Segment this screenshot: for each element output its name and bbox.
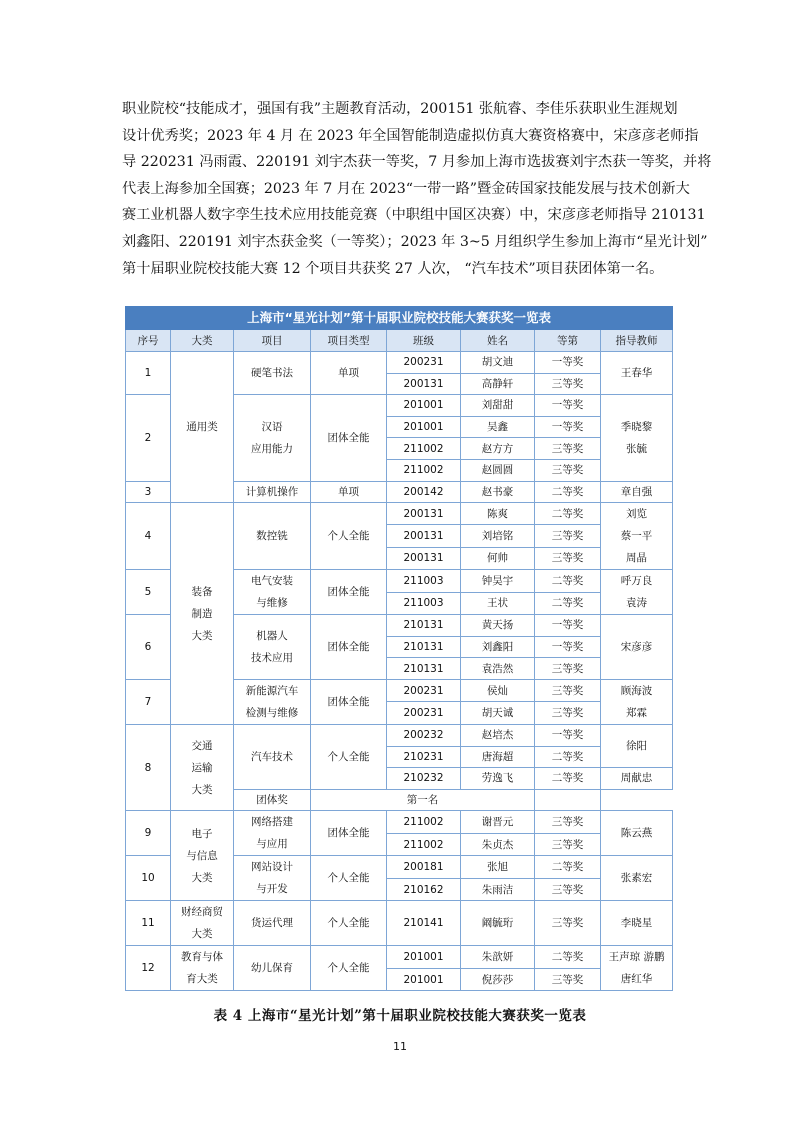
project-cell <box>234 615 311 680</box>
table-row <box>126 946 673 969</box>
col-header: 序号 <box>126 330 171 352</box>
class-cell: 201001 <box>387 395 461 417</box>
project-cell <box>234 570 311 615</box>
name-cell: 张旭 <box>461 856 535 879</box>
class-cell: 211002 <box>387 811 461 834</box>
project-cell: 计算机操作 <box>234 481 311 503</box>
awards-table <box>125 306 673 991</box>
teacher-cell: 王春华 <box>601 352 673 395</box>
category-line: 大类 <box>191 783 213 796</box>
grade-cell: 三等奖 <box>535 811 601 834</box>
category-cell: 通用类 <box>171 352 234 503</box>
teacher-line: 王声琼 游鹏 <box>608 951 665 964</box>
project-cell: 货运代理 <box>234 901 311 946</box>
teacher-cell <box>601 946 673 991</box>
type-cell: 团体全能 <box>311 811 387 856</box>
teacher-line: 顾海波 <box>620 684 653 697</box>
class-cell: 210162 <box>387 878 461 901</box>
row-number: 12 <box>126 946 171 991</box>
category-line: 大类 <box>191 871 213 884</box>
project-line: 与开发 <box>256 883 288 896</box>
grade-cell: 二等奖 <box>535 481 601 503</box>
category-line: 电子 <box>191 827 213 840</box>
project-line: 与维修 <box>256 597 288 610</box>
grade-cell: 二等奖 <box>535 946 601 969</box>
grade-cell: 一等奖 <box>535 395 601 417</box>
grade-cell: 二等奖 <box>535 746 601 768</box>
type-cell: 个人全能 <box>311 724 387 789</box>
table-row <box>126 811 673 834</box>
row-number: 5 <box>126 570 171 615</box>
type-cell: 个人全能 <box>311 856 387 901</box>
project-cell <box>234 679 311 724</box>
name-cell: 袁浩然 <box>461 658 535 680</box>
team-result-cell: 第一名 <box>311 789 535 811</box>
teacher-line: 郑霖 <box>626 706 648 719</box>
class-cell: 211003 <box>387 570 461 593</box>
grade-cell: 二等奖 <box>535 570 601 593</box>
teacher-cell: 章自强 <box>601 481 673 503</box>
name-cell: 胡天诚 <box>461 702 535 725</box>
row-number: 4 <box>126 503 171 570</box>
project-cell <box>234 395 311 481</box>
class-cell: 200231 <box>387 702 461 725</box>
project-line: 机器人 <box>256 630 288 643</box>
name-cell: 朱贞杰 <box>461 833 535 856</box>
col-header: 姓名 <box>461 330 535 352</box>
type-cell: 团体全能 <box>311 679 387 724</box>
grade-cell: 一等奖 <box>535 352 601 374</box>
table-row <box>126 352 673 374</box>
grade-cell: 三等奖 <box>535 438 601 460</box>
class-cell: 210141 <box>387 901 461 946</box>
class-cell: 200131 <box>387 525 461 547</box>
name-cell: 唐海超 <box>461 746 535 768</box>
type-cell: 团体奖 <box>234 789 311 811</box>
table-caption: 表 4 上海市“星光计划”第十届职业院校技能大赛获奖一览表 <box>213 1008 587 1024</box>
category-line: 大类 <box>191 629 213 642</box>
name-cell: 钟昊宇 <box>461 570 535 593</box>
name-cell: 赵方方 <box>461 438 535 460</box>
grade-cell: 二等奖 <box>535 503 601 525</box>
class-cell: 200181 <box>387 856 461 879</box>
category-line: 运输 <box>191 761 213 774</box>
class-cell: 200231 <box>387 352 461 374</box>
class-cell: 211003 <box>387 592 461 615</box>
project-line: 技术应用 <box>251 652 293 665</box>
teacher-line: 刘览 <box>626 508 648 521</box>
teacher-cell <box>601 679 673 724</box>
category-cell <box>171 724 234 810</box>
paragraph-line: 设计优秀奖；2023 年 4 月 在 2023 年全国智能制造虚拟仿真大赛资格赛中，宋彦彦老师指 <box>122 127 699 144</box>
project-cell: 硬笔书法 <box>234 352 311 395</box>
teacher-line: 唐红华 <box>620 973 653 986</box>
grade-cell: 二等奖 <box>535 768 601 790</box>
class-cell: 211002 <box>387 438 461 460</box>
class-cell: 201001 <box>387 946 461 969</box>
grade-cell: 三等奖 <box>535 901 601 946</box>
class-cell: 211002 <box>387 459 461 481</box>
teacher-cell: 宋彦彦 <box>601 615 673 680</box>
name-cell: 谢晋元 <box>461 811 535 834</box>
teacher-line: 蔡一平 <box>620 530 653 543</box>
name-cell: 高静轩 <box>461 373 535 395</box>
class-cell: 201001 <box>387 968 461 991</box>
project-line: 检测与维修 <box>245 706 299 719</box>
type-cell: 单项 <box>311 352 387 395</box>
name-cell: 倪莎莎 <box>461 968 535 991</box>
table-row <box>126 901 673 946</box>
col-header: 项目 <box>234 330 311 352</box>
name-cell: 劳逸飞 <box>461 768 535 790</box>
grade-cell: 一等奖 <box>535 416 601 438</box>
paragraph-line: 赛工业机器人数字孪生技术应用技能竞赛（中职组中国区决赛）中，宋彦彦老师指导 210131 <box>122 207 706 224</box>
grade-cell: 三等奖 <box>535 878 601 901</box>
grade-cell: 一等奖 <box>535 724 601 746</box>
name-cell: 朱雨洁 <box>461 878 535 901</box>
class-cell: 211002 <box>387 833 461 856</box>
teacher-cell: 李晓星 <box>601 901 673 946</box>
row-number: 2 <box>126 395 171 481</box>
teacher-line: 呼万良 <box>620 575 653 588</box>
paragraph-line: 导 220231 冯雨霞、220191 刘宇杰获一等奖，7 月参加上海市选拔赛刘宇杰获一等奖，并将 <box>122 154 712 171</box>
project-cell: 汽车技术 <box>234 724 311 789</box>
category-line: 大类 <box>191 928 213 941</box>
type-cell: 个人全能 <box>311 503 387 570</box>
grade-cell: 三等奖 <box>535 702 601 725</box>
grade-cell: 一等奖 <box>535 636 601 658</box>
table-title-row <box>126 307 673 330</box>
class-cell: 200131 <box>387 547 461 569</box>
name-cell: 何帅 <box>461 547 535 569</box>
name-cell: 王状 <box>461 592 535 615</box>
type-cell: 团体全能 <box>311 395 387 481</box>
table-title: 上海市“星光计划”第十届职业院校技能大赛获奖一览表 <box>126 307 673 330</box>
name-cell: 赵圆圆 <box>461 459 535 481</box>
row-number: 10 <box>126 856 171 901</box>
page-number: 11 <box>393 1040 407 1053</box>
category-cell <box>171 811 234 901</box>
class-cell: 200232 <box>387 724 461 746</box>
category-line: 制造 <box>191 607 213 620</box>
col-header: 大类 <box>171 330 234 352</box>
class-cell: 210131 <box>387 615 461 637</box>
category-line: 教育与体 <box>181 951 223 964</box>
class-cell: 200131 <box>387 503 461 525</box>
teacher-cell <box>601 570 673 615</box>
name-cell: 刘培铭 <box>461 525 535 547</box>
grade-cell: 三等奖 <box>535 833 601 856</box>
grade-cell: 三等奖 <box>535 968 601 991</box>
row-number: 9 <box>126 811 171 856</box>
category-cell <box>171 946 234 991</box>
name-cell: 黄天扬 <box>461 615 535 637</box>
category-cell <box>171 901 234 946</box>
project-cell <box>234 811 311 856</box>
project-line: 新能源汽车 <box>245 684 299 697</box>
grade-cell: 三等奖 <box>535 459 601 481</box>
teacher-line: 袁涛 <box>626 597 648 610</box>
teacher-cell <box>601 503 673 570</box>
class-cell: 210131 <box>387 636 461 658</box>
grade-cell: 一等奖 <box>535 615 601 637</box>
body-paragraph <box>122 96 712 282</box>
name-cell: 胡文迪 <box>461 352 535 374</box>
teacher-line: 张毓 <box>626 442 648 455</box>
class-cell: 200142 <box>387 481 461 503</box>
category-line: 交通 <box>191 739 213 752</box>
col-header: 等第 <box>535 330 601 352</box>
table-row <box>126 724 673 746</box>
grade-cell: 二等奖 <box>535 592 601 615</box>
grade-cell: 三等奖 <box>535 525 601 547</box>
row-number: 11 <box>126 901 171 946</box>
project-line: 与应用 <box>256 838 288 851</box>
grade-cell: 三等奖 <box>535 547 601 569</box>
name-cell: 赵书豪 <box>461 481 535 503</box>
name-cell: 陈爽 <box>461 503 535 525</box>
paragraph-line: 代表上海参加全国赛；2023 年 7 月在 2023“一带一路”暨金砖国家技能发展与技术创新大 <box>122 180 690 197</box>
row-number: 6 <box>126 615 171 680</box>
class-cell: 210231 <box>387 746 461 768</box>
row-number: 7 <box>126 679 171 724</box>
project-line: 网站设计 <box>251 861 293 874</box>
teacher-cell: 陈云燕 <box>601 811 673 856</box>
teacher-line: 周晶 <box>626 552 648 565</box>
grade-cell: 三等奖 <box>535 679 601 702</box>
category-cell <box>171 503 234 725</box>
teacher-cell <box>535 789 601 811</box>
col-header: 项目类型 <box>311 330 387 352</box>
name-cell: 刘鑫阳 <box>461 636 535 658</box>
project-cell: 幼儿保育 <box>234 946 311 991</box>
project-line: 网络搭建 <box>251 816 293 829</box>
class-cell: 210232 <box>387 768 461 790</box>
type-cell: 团体全能 <box>311 615 387 680</box>
name-cell: 赵培杰 <box>461 724 535 746</box>
project-cell <box>234 856 311 901</box>
col-header: 指导教师 <box>601 330 673 352</box>
class-cell: 200231 <box>387 679 461 702</box>
grade-cell: 三等奖 <box>535 658 601 680</box>
name-cell: 吴鑫 <box>461 416 535 438</box>
row-number: 8 <box>126 724 171 810</box>
paragraph-line: 职业院校“技能成才，强国有我”主题教育活动，200151 张航睿、李佳乐获职业生涯规划 <box>122 101 678 117</box>
name-cell: 侯灿 <box>461 679 535 702</box>
type-cell: 团体全能 <box>311 570 387 615</box>
class-cell: 210131 <box>387 658 461 680</box>
type-cell: 个人全能 <box>311 901 387 946</box>
category-line: 育大类 <box>186 973 218 986</box>
class-cell: 200131 <box>387 373 461 395</box>
name-cell: 朱歆妍 <box>461 946 535 969</box>
paragraph-line: 刘鑫阳、220191 刘宇杰获金奖（一等奖）；2023 年 3~5 月组织学生参加上海市“星光计划” <box>122 233 708 250</box>
teacher-line: 季晓黎 <box>620 420 653 433</box>
table-row <box>126 503 673 525</box>
teacher-cell: 徐阳 <box>601 724 673 767</box>
project-cell: 数控铣 <box>234 503 311 570</box>
class-cell: 201001 <box>387 416 461 438</box>
category-line: 与信息 <box>186 849 218 862</box>
category-line: 装备 <box>191 585 213 598</box>
teacher-cell <box>601 395 673 481</box>
grade-cell: 二等奖 <box>535 856 601 879</box>
project-line: 汉语 <box>261 420 283 433</box>
col-header: 班级 <box>387 330 461 352</box>
row-number: 1 <box>126 352 171 395</box>
category-line: 财经商贸 <box>181 906 223 919</box>
teacher-cell: 周献忠 <box>601 768 673 790</box>
type-cell: 单项 <box>311 481 387 503</box>
project-line: 电气安装 <box>251 575 293 588</box>
name-cell: 刘甜甜 <box>461 395 535 417</box>
type-cell: 个人全能 <box>311 946 387 991</box>
row-number: 3 <box>126 481 171 503</box>
teacher-cell: 张素宏 <box>601 856 673 901</box>
name-cell: 阚毓珩 <box>461 901 535 946</box>
grade-cell: 三等奖 <box>535 373 601 395</box>
paragraph-line: 第十届职业院校技能大赛 12 个项目共获奖 27 人次， “汽车技术”项目获团体第一名。 <box>122 260 664 277</box>
table-header-row <box>126 330 673 352</box>
project-line: 应用能力 <box>251 442 293 455</box>
